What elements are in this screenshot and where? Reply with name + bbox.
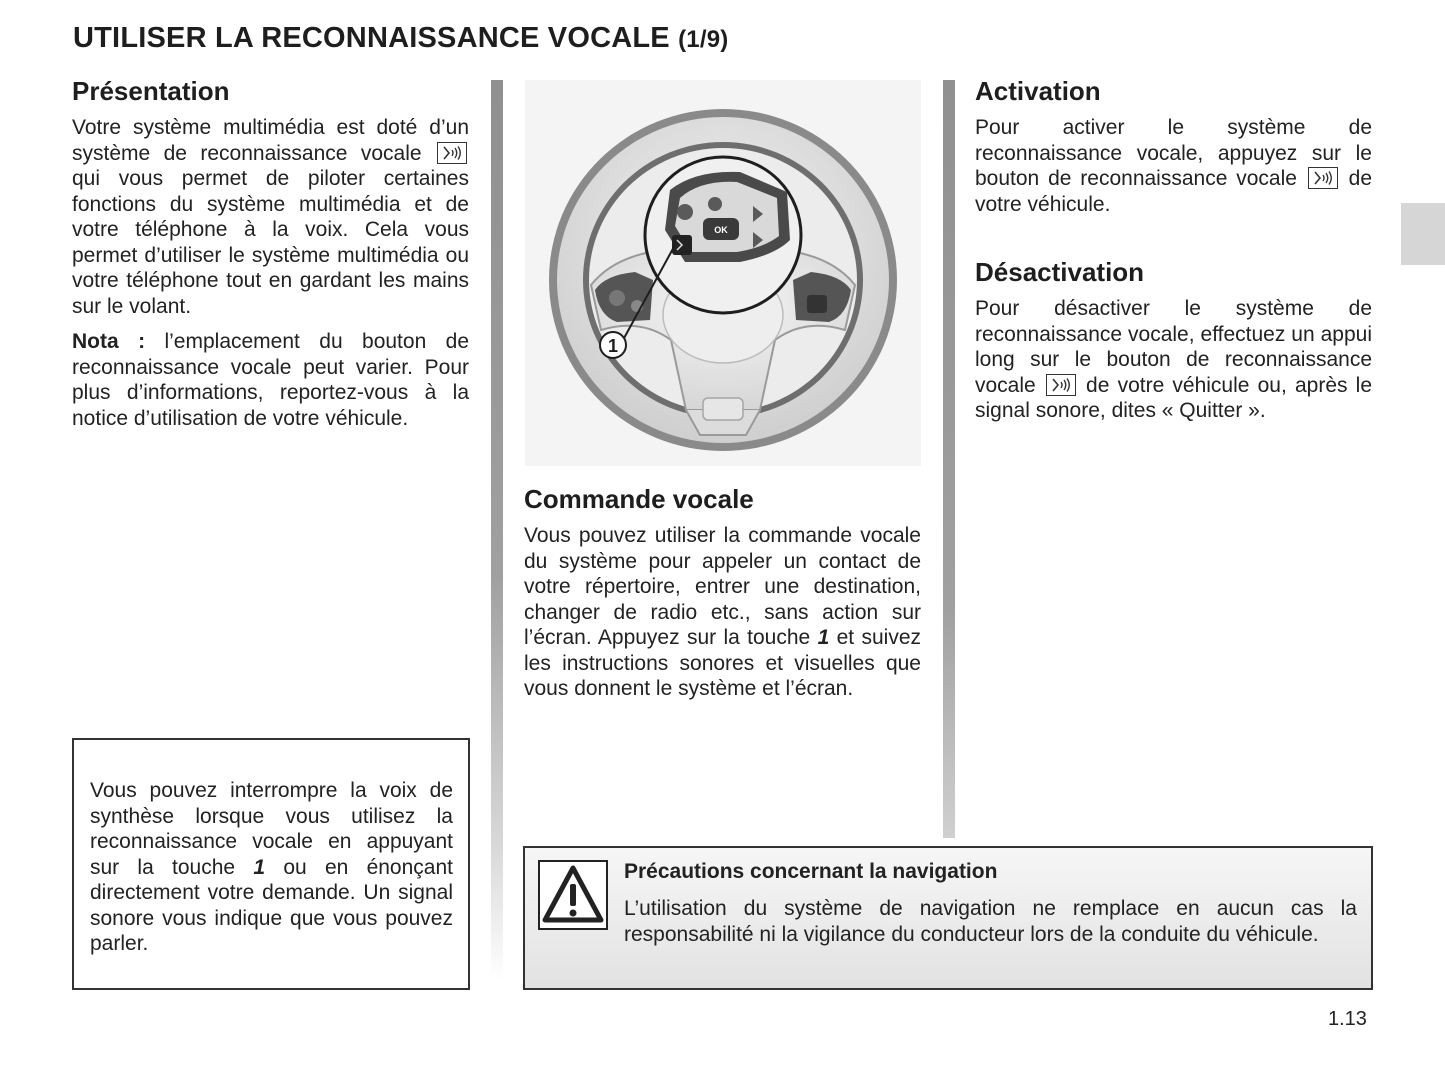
tip-box-text xyxy=(90,778,453,957)
steering-wheel-figure xyxy=(525,80,921,466)
column-separator-left xyxy=(491,80,503,980)
nota-label: Nota : xyxy=(72,330,146,353)
commande-vocale-heading: Commande vocale xyxy=(524,484,754,514)
ok-button-label: OK xyxy=(714,225,728,235)
commande-vocale-text-2: et suivez les instructions sonores et visuelles que vous donnent le système et l’écran. xyxy=(524,626,922,700)
desactivation-heading: Désactivation xyxy=(975,257,1145,287)
desactivation-text-2: de votre véhicule ou, après le signal sonore, dites « Quitter ». xyxy=(975,373,1372,422)
presentation-heading: Présentation xyxy=(72,76,230,106)
activation-heading: Activation xyxy=(975,76,1101,106)
tip-text-1: Vous pouvez interrompre la voix de synthèse lorsque vous utilisez la reconnaissance vocale en appuyant sur la touche xyxy=(90,779,453,879)
commande-vocale-text-1: Vous pouvez utiliser la commande vocale du système pour appeler un contact de votre répertoire, entrer une destination, changer de radio etc., sans action sur l’écran. Appuyez sur la touche xyxy=(524,524,921,649)
warning-triangle-icon xyxy=(538,860,608,930)
activation-text-1: Pour activer le système de reconnaissance vocale, appuyez sur le bouton de reconnaissance vocale xyxy=(975,116,1372,190)
tip-box xyxy=(72,738,470,990)
presentation-body xyxy=(72,115,469,431)
column-separator-right xyxy=(943,80,955,838)
warning-text: L’utilisation du système de navigation ne remplace en aucun cas la responsabilité ni la vigilance du conducteur lors de la conduite du véhicule. xyxy=(624,897,1357,946)
navigation-warning-box xyxy=(523,846,1373,990)
presentation-text-2: qui vous permet de piloter certaines fonctions du système multimédia et de votre téléphone à la voix. Cela vous permet d’utiliser le système multimédia ou votre téléphone tout en gardant les mains sur le volant. xyxy=(72,167,469,318)
page-number: 1.13 xyxy=(1328,1008,1367,1030)
page-title-text: UTILISER LA RECONNAISSANCE VOCALE xyxy=(73,22,670,54)
voice-recognition-icon xyxy=(437,142,467,164)
warning-title: Précautions concernant la navigation xyxy=(624,860,998,883)
presentation-text-1: Votre système multimédia est doté d’un système de reconnaissance vocale xyxy=(72,116,469,165)
tip-key-number: 1 xyxy=(253,855,266,879)
voice-recognition-icon xyxy=(1308,167,1338,189)
activation-text-2: de votre véhicule. xyxy=(975,167,1373,216)
page-title xyxy=(73,22,728,55)
page-part-indicator: (1/9) xyxy=(678,26,729,53)
nota-text: l’emplacement du bouton de reconnaissance vocale peut varier. Pour plus d’informations, reportez-vous à la notice d’utilisation de votre véhicule. xyxy=(72,330,469,430)
tip-text-2: ou en énonçant directement votre demande. Un signal sonore vous indique que vous pouvez parler. xyxy=(90,855,453,955)
activation-body xyxy=(975,115,1372,217)
desactivation-text-1: Pour désactiver le système de reconnaissance vocale, effectuez un appui long sur le bouton de reconnaissance vocale xyxy=(975,297,1372,397)
commande-vocale-body xyxy=(524,523,921,702)
desactivation-body xyxy=(975,296,1372,424)
side-chapter-tab xyxy=(1401,203,1445,265)
commande-vocale-key-number: 1 xyxy=(817,626,830,649)
callout-number-1: 1 xyxy=(607,336,619,356)
steering-wheel-illustration xyxy=(525,80,921,466)
voice-recognition-icon xyxy=(1046,374,1076,396)
